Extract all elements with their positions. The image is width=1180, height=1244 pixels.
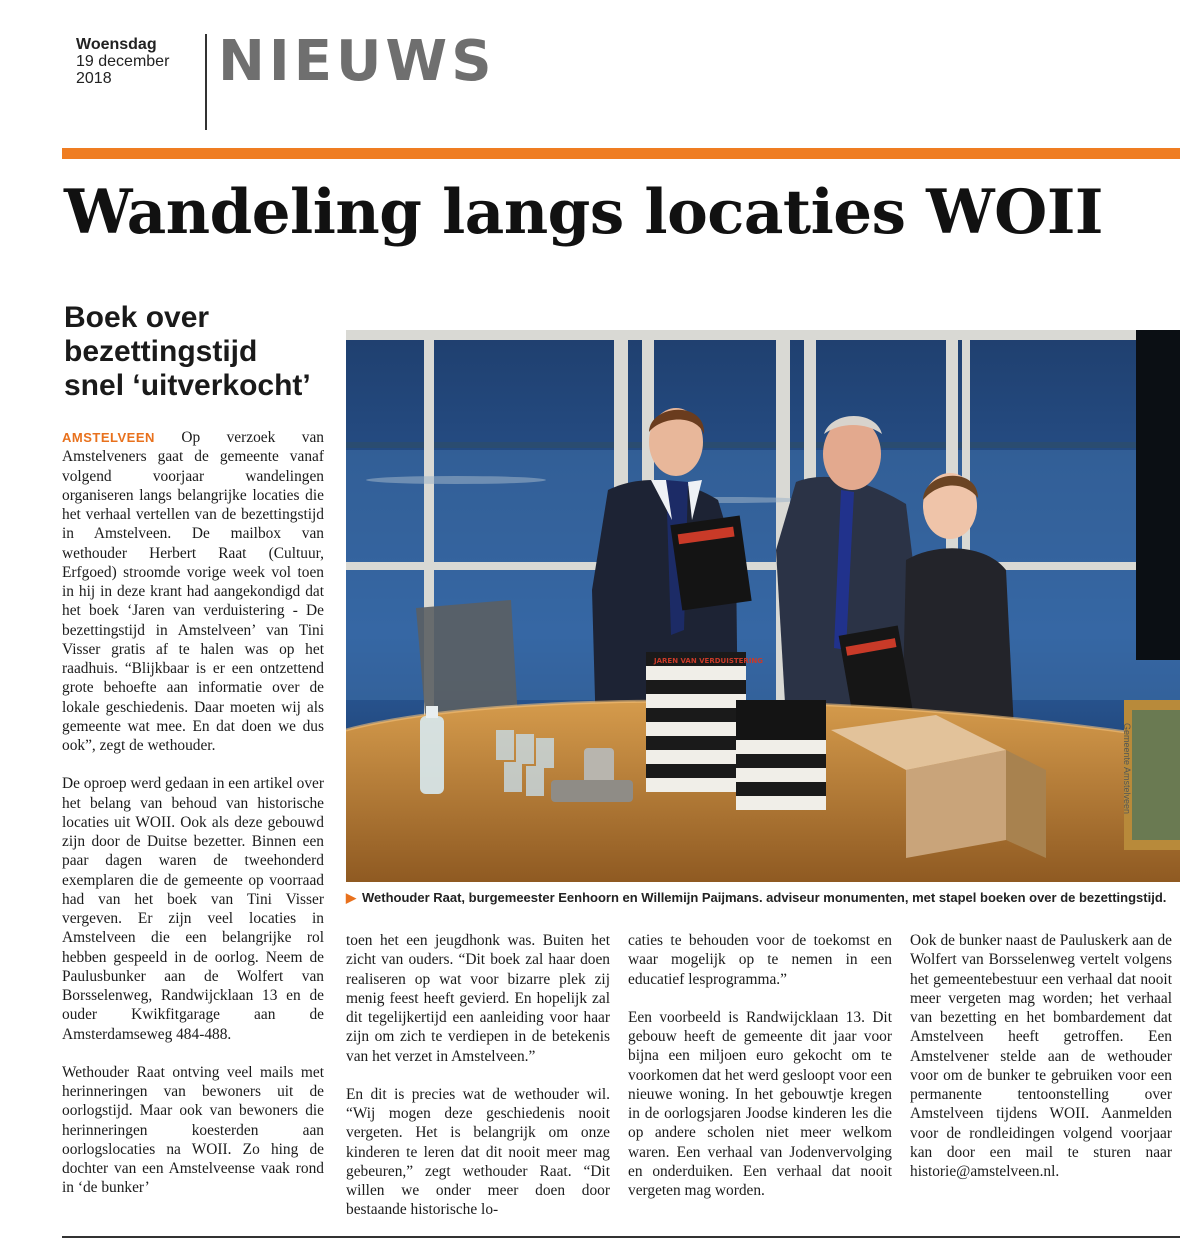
paragraph: Wethouder Raat ontving veel mails met herinneringen van bewoners uit de oorlogstijd. Maar ook van bewoners die herinneringen koesterden aan oorlogslocaties na WOII. Zo hing de dochter van een Amstelveense vaak rond in ‘de bunker’ (62, 1063, 324, 1197)
caption-text: Wethouder Raat, burgemeester Eenhoorn en Willemijn Paijmans. adviseur monumenten, met stapel boeken over de bezettingstijd. (362, 890, 1167, 905)
paragraph: De oproep werd gedaan in een artikel over het belang van behoud van historische locaties uit WOII. Ook als deze gebouwd zijn door de Duitse bezetter. Binnen een paar dagen waren de tweehonderd exemplaren die de gemeente op voorraad had van het boek van Tini Visser vergeven. Er zijn veel locaties in Amstelveen die een belangrijke rol hebben gespeeld in de oorlog. Neem de Paulusbunker aan de Wolfert van Borsselenweg, Randwijcklaan 13 en de ouder Kwikfitgarage aan de Amsterdamseweg 484-488. (62, 775, 324, 1043)
paragraph: Op verzoek van Amstelveners gaat de gemeente vanaf volgend voorjaar wandelingen organiseren langs belangrijke locaties die het verhaal vertellen van de bezettingstijd in Amstelveen. De mailbox van wethouder Herbert Raat (Cultuur, Erfgoed) stroomde vorige week vol toen in hij in deze krant had aangekondigd dat het boek ‘Jaren van verduistering - De bezettingstijd in Amstelveen’ van Tini Visser gratis af te halen was op het raadhuis. “Blijkbaar is er een ontzettend grote behoefte aan informatie over de lokale geschiedenis. Daar moeten wij als gemeente wat mee. En dat doen we dus ook”, zegt de wethouder. (62, 429, 324, 754)
accent-bar (62, 148, 1180, 159)
photo-caption (346, 890, 1180, 906)
water-bottle (420, 706, 444, 794)
section-title: NIEUWS (218, 29, 496, 94)
dateline-place: AMSTELVEEN (62, 430, 155, 445)
date: 19 december (76, 53, 170, 70)
paragraph: Een voorbeeld is Randwijcklaan 13. Dit gebouw heeft de gemeente dit jaar voor bijna een miljoen euro gekocht om te voorkomen dat het werd gesloopt voor een nieuwe woning. In het gebouwtje kregen in de oorlogsjaren Joodse kinderen les die op andere scholen niet meer welkom waren. Een verhaal van Jodenvervolging en onderduiken. Een verhaal dat nooit vergeten mag worden. (628, 1008, 892, 1199)
caption-marker-icon: ▶ (346, 890, 356, 905)
subhead-line: snel ‘uitverkocht’ (64, 369, 311, 402)
paragraph: Ook de bunker naast de Pauluskerk aan de Wolfert van Borsselenweg vertelt volgens het gemeentebestuur een verhaal dat nooit meer vergeten mag worden; het verhaal van bezetting en het bombardement dat Amstelveen heeft getroffen. Een Amstelvener stelde aan de wethouder voor om de bunker te gebruiken voor een permanente tentoonstelling over Amstelveen tijdens WOII. Aanmelden voor de rondleidingen volgend voorjaar kan door een mail te sturen naar historie@amstelveen.nl. (910, 932, 1172, 1180)
dateline-block (76, 36, 169, 87)
paragraph: En dit is precies wat de wethouder wil. “Wij mogen deze geschiedenis nooit vergeten. Het is belangrijk om onze kinderen te leren dat dit nooit meer mag gebeuren,” zegt wethouder Raat. “Dit willen we onder meer doen door bestaande historische lo- (346, 1085, 610, 1219)
subheadline (64, 301, 334, 403)
paragraph: toen het een jeugdhonk was. Buiten het zicht van ouders. “Dit boek zal haar doen realiseren op wat voor bizarre plek zij menig feest heeft gevierd. En hopelijk zal dit tegelijkertijd een aanleiding voor haar zijn om zich te verdiepen in de betekenis van het verzet in Amstelveen.” (346, 932, 610, 1065)
subhead-line: bezettingstijd (64, 335, 258, 368)
article-column-2 (346, 931, 610, 1220)
paragraph: caties te behouden voor de toekomst en waar mogelijk op te nemen in een educatief lesprogramma.” (628, 932, 892, 988)
bottom-rule (62, 1236, 1180, 1238)
article-column-1 (62, 428, 324, 1198)
weekday: Woensdag (76, 36, 157, 53)
headline: Wandeling langs locaties WOII (64, 177, 1103, 248)
subhead-line: Boek over (64, 301, 210, 334)
photo-credit: Gemeente Amstelveen (1122, 722, 1132, 814)
article-column-3 (628, 931, 892, 1200)
masthead-divider (205, 34, 207, 130)
article-photo (346, 330, 1180, 882)
article-column-4 (910, 931, 1172, 1181)
photo-illustration (346, 330, 1180, 882)
book-spine-text: JAREN VAN VERDUISTERING (654, 657, 764, 665)
year: 2018 (76, 70, 112, 87)
